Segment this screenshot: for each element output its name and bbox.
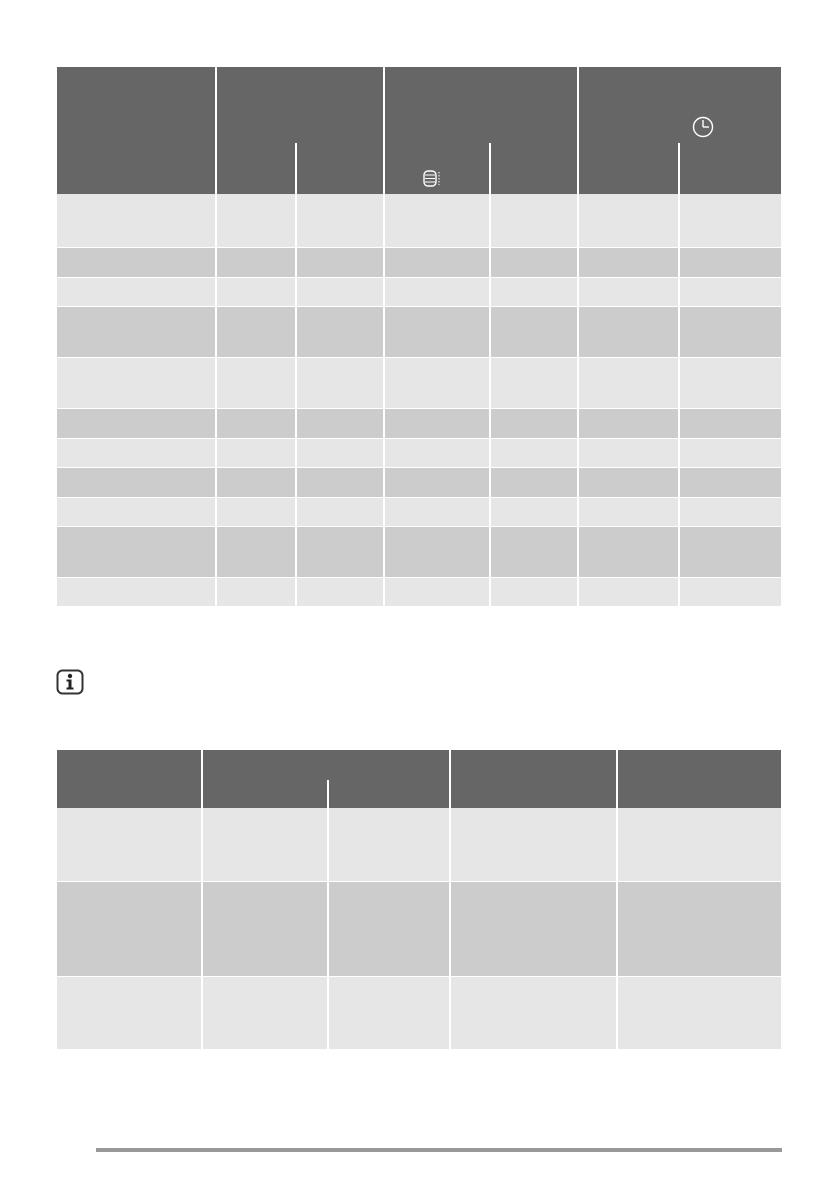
row-separator xyxy=(57,577,781,578)
row-separator xyxy=(57,277,781,278)
table-1-header xyxy=(57,67,781,194)
table-1 xyxy=(57,67,781,607)
table-row xyxy=(57,357,781,408)
subcolumn-separator xyxy=(489,143,491,607)
row-separator xyxy=(57,976,781,977)
table-row xyxy=(57,497,781,526)
column-separator xyxy=(383,67,385,607)
table-row xyxy=(57,408,781,438)
row-separator xyxy=(57,526,781,527)
table-row xyxy=(57,976,781,1049)
subcolumn-separator xyxy=(295,143,297,607)
table-row xyxy=(57,247,781,277)
clock-icon xyxy=(692,116,714,138)
table-row xyxy=(57,881,781,976)
row-separator xyxy=(57,357,781,358)
table-row xyxy=(57,467,781,497)
column-separator xyxy=(449,750,451,1049)
subcolumn-separator xyxy=(327,780,329,1049)
oven-shelf-icon xyxy=(423,170,443,188)
subcolumn-separator xyxy=(678,143,680,607)
table-row xyxy=(57,438,781,467)
table-2 xyxy=(57,750,781,1049)
row-separator xyxy=(57,306,781,307)
footer-rule xyxy=(96,1148,782,1152)
column-separator xyxy=(201,750,203,1049)
column-separator xyxy=(616,750,618,1049)
column-separator xyxy=(577,67,579,607)
column-separator xyxy=(215,67,217,607)
row-separator xyxy=(57,881,781,882)
table-row xyxy=(57,526,781,577)
table-row xyxy=(57,306,781,357)
table-row xyxy=(57,194,781,247)
row-separator xyxy=(57,408,781,409)
table-row xyxy=(57,577,781,606)
table-row xyxy=(57,808,781,881)
row-separator xyxy=(57,497,781,498)
info-icon xyxy=(56,669,84,695)
table-row xyxy=(57,277,781,306)
row-separator xyxy=(57,467,781,468)
row-separator xyxy=(57,247,781,248)
table-2-header xyxy=(57,750,781,808)
row-separator xyxy=(57,438,781,439)
